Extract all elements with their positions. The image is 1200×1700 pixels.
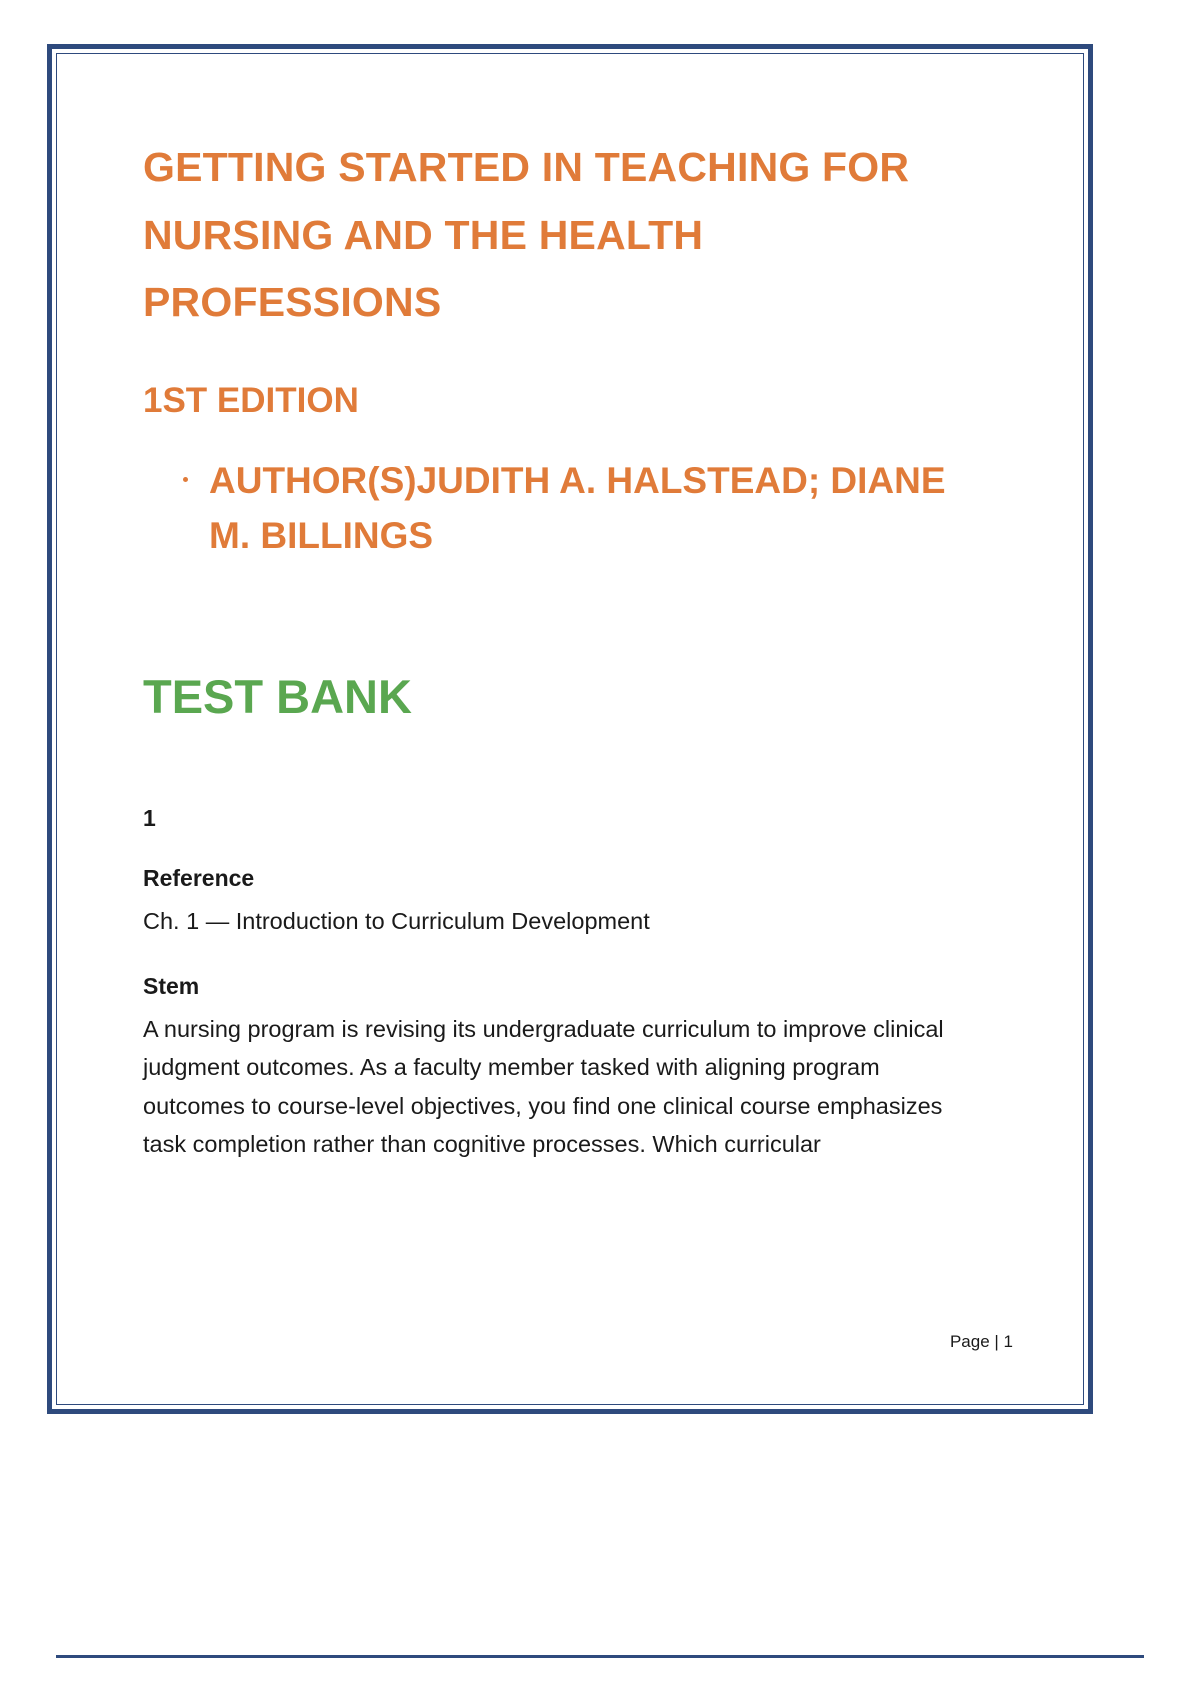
section-heading-test-bank: TEST BANK (143, 669, 412, 723)
question-number: 1 (143, 805, 156, 832)
reference-label: Reference (143, 865, 255, 892)
bottom-divider (56, 1655, 1144, 1658)
page-border-inner (56, 53, 1084, 1405)
stem-label: Stem (143, 973, 200, 1000)
page-title: GETTING STARTED IN TEACHING FOR NURSING AND THE HEALTH PROFESSIONS (143, 144, 910, 326)
page-content (143, 134, 983, 1163)
authors-list (143, 453, 983, 564)
list-item: AUTHOR(S)JUDITH A. HALSTEAD; DIANE M. BILLINGS (209, 453, 983, 564)
stem-text: A nursing program is revising its undergraduate curriculum to improve clinical judgment outcomes. As a faculty member tasked with aligning program outcomes to course-level objectives, you find one clinical course emphasizes task completion rather than cognitive processes. Which curricular (143, 1016, 944, 1157)
edition-label: 1ST EDITION (143, 380, 359, 420)
page-footer: Page | 1 (949, 1332, 1013, 1351)
reference-text: Ch. 1 — Introduction to Curriculum Development (143, 908, 650, 935)
document-page (47, 44, 1093, 1414)
